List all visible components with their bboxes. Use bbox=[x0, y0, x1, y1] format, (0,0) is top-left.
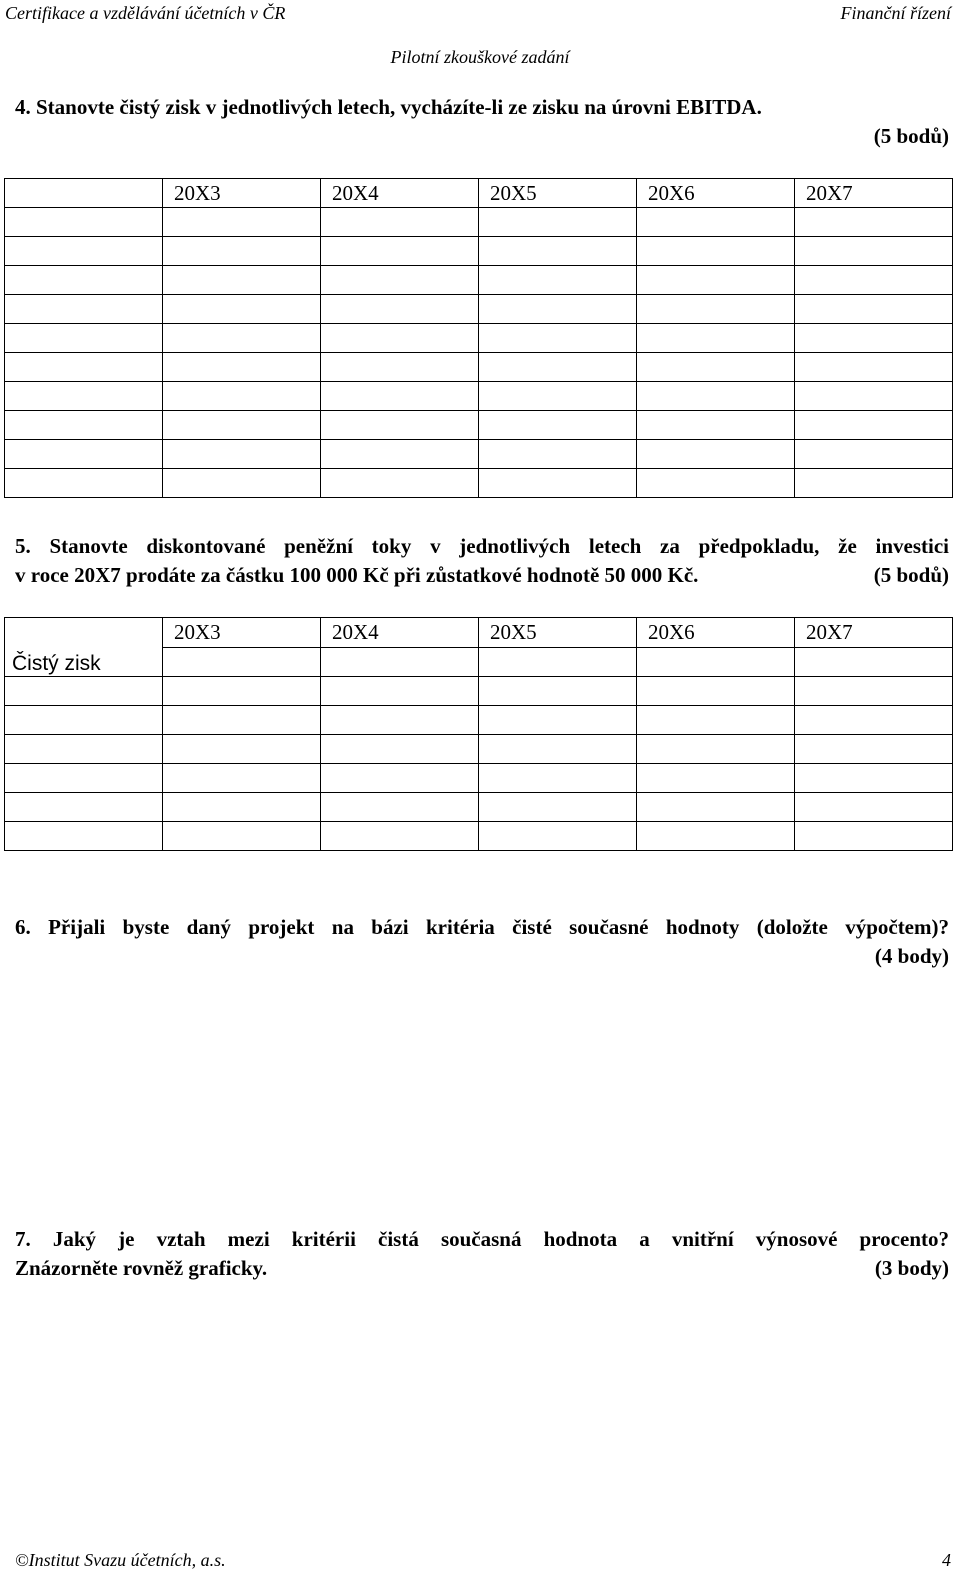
header-left: Certifikace a vzdělávání účetních v ČR bbox=[5, 3, 286, 23]
table-row bbox=[5, 295, 953, 324]
table-q5 bbox=[4, 617, 953, 851]
table-cell bbox=[479, 266, 637, 295]
year-label: 20X4 bbox=[332, 620, 379, 644]
table-q5-header-row bbox=[5, 618, 953, 648]
table-cell bbox=[163, 469, 321, 498]
table-cell bbox=[321, 677, 479, 706]
table-cell bbox=[163, 822, 321, 851]
table-cell bbox=[321, 647, 479, 677]
table-cell bbox=[637, 382, 795, 411]
table-cell bbox=[163, 677, 321, 706]
table-cell bbox=[163, 324, 321, 353]
table-cell bbox=[321, 735, 479, 764]
table-q4 bbox=[4, 178, 953, 498]
table-cell bbox=[321, 208, 479, 237]
table-cell bbox=[163, 208, 321, 237]
table-cell bbox=[795, 647, 953, 677]
question-7-line-2: Znázorněte rovněž graficky. bbox=[15, 1256, 268, 1280]
table-cell bbox=[795, 411, 953, 440]
table-cell bbox=[321, 764, 479, 793]
table-row bbox=[5, 353, 953, 382]
table-cell bbox=[637, 677, 795, 706]
table-cell bbox=[163, 179, 321, 208]
question-7-line-2-row bbox=[15, 1254, 949, 1283]
table-cell bbox=[321, 793, 479, 822]
table-cell bbox=[795, 677, 953, 706]
table-cell bbox=[637, 237, 795, 266]
table-cell bbox=[795, 822, 953, 851]
table-cell bbox=[321, 618, 479, 648]
table-cell bbox=[321, 440, 479, 469]
question-7-points: (3 body) bbox=[874, 1256, 949, 1280]
table-cell bbox=[479, 382, 637, 411]
table-cell bbox=[5, 266, 163, 295]
table-cell bbox=[321, 266, 479, 295]
table-cell bbox=[5, 440, 163, 469]
question-6-text: 6. Přijali byste daný projekt na bázi kritéria čisté současné hodnoty (doložte výpočtem)? bbox=[15, 915, 949, 939]
table-row bbox=[5, 822, 953, 851]
year-label: 20X7 bbox=[806, 620, 853, 644]
table-row bbox=[5, 266, 953, 295]
year-label: 20X4 bbox=[332, 181, 379, 205]
question-6 bbox=[15, 913, 949, 971]
table-cell bbox=[321, 179, 479, 208]
table-cell bbox=[163, 706, 321, 735]
table-cell bbox=[637, 295, 795, 324]
table-cell bbox=[795, 382, 953, 411]
table-row bbox=[5, 440, 953, 469]
table-cell bbox=[163, 440, 321, 469]
table-cell bbox=[5, 677, 163, 706]
table-cell bbox=[479, 411, 637, 440]
table-row bbox=[5, 677, 953, 706]
table-cell bbox=[321, 295, 479, 324]
table-cell bbox=[637, 735, 795, 764]
table-cell bbox=[321, 469, 479, 498]
table-cell bbox=[637, 179, 795, 208]
question-5-line-1: 5. Stanovte diskontované peněžní toky v jednotlivých letech za předpokladu, že investici bbox=[15, 534, 949, 558]
table-row bbox=[5, 764, 953, 793]
table-cell bbox=[795, 353, 953, 382]
table-cell bbox=[479, 179, 637, 208]
table-cell bbox=[479, 618, 637, 648]
table-cell bbox=[637, 353, 795, 382]
question-7 bbox=[15, 1225, 949, 1283]
table-cell bbox=[5, 324, 163, 353]
table-cell bbox=[479, 822, 637, 851]
table-cell bbox=[321, 382, 479, 411]
table-cell bbox=[5, 469, 163, 498]
question-4 bbox=[15, 93, 949, 151]
question-5-line-2: v roce 20X7 prodáte za částku 100 000 Kč při zůstatkové hodnotě 50 000 Kč. bbox=[15, 563, 699, 587]
table-cell bbox=[795, 618, 953, 648]
table-cell bbox=[795, 469, 953, 498]
table-cell bbox=[637, 324, 795, 353]
table-cell bbox=[321, 237, 479, 266]
table-cell bbox=[5, 237, 163, 266]
table-cell bbox=[795, 237, 953, 266]
table-cell bbox=[163, 295, 321, 324]
year-label: 20X3 bbox=[174, 181, 221, 205]
question-4-points: (5 bodů) bbox=[873, 124, 949, 148]
table-cell bbox=[479, 295, 637, 324]
table-cell bbox=[479, 353, 637, 382]
table-cell bbox=[5, 793, 163, 822]
question-4-text: 4. Stanovte čistý zisk v jednotlivých letech, vycházíte-li ze zisku na úrovni EBITDA. bbox=[15, 95, 762, 119]
table-cell bbox=[795, 179, 953, 208]
year-label: 20X7 bbox=[806, 181, 853, 205]
table-cell bbox=[321, 324, 479, 353]
table-cell bbox=[163, 735, 321, 764]
header-center: Pilotní zkouškové zadání bbox=[390, 47, 570, 67]
table-row bbox=[5, 324, 953, 353]
table-cell bbox=[637, 822, 795, 851]
table-cell bbox=[321, 706, 479, 735]
table-cell bbox=[479, 706, 637, 735]
row-label-net-profit: Čistý zisk bbox=[12, 652, 101, 675]
table-cell bbox=[321, 353, 479, 382]
table-cell bbox=[637, 647, 795, 677]
table-cell bbox=[163, 411, 321, 440]
table-cell bbox=[637, 706, 795, 735]
table-cell bbox=[637, 793, 795, 822]
table-cell bbox=[637, 618, 795, 648]
table-cell bbox=[637, 266, 795, 295]
table-cell bbox=[795, 208, 953, 237]
table-cell bbox=[479, 647, 637, 677]
table-cell bbox=[321, 411, 479, 440]
table-cell bbox=[479, 764, 637, 793]
table-cell bbox=[637, 440, 795, 469]
table-cell bbox=[163, 764, 321, 793]
table-cell bbox=[795, 706, 953, 735]
table-cell bbox=[5, 208, 163, 237]
table-cell bbox=[795, 793, 953, 822]
table-cell bbox=[795, 735, 953, 764]
table-row bbox=[5, 237, 953, 266]
table-cell bbox=[637, 411, 795, 440]
table-cell bbox=[795, 266, 953, 295]
table-row bbox=[5, 706, 953, 735]
table-row bbox=[5, 735, 953, 764]
table-cell bbox=[163, 647, 321, 677]
table-cell bbox=[163, 353, 321, 382]
footer-left: ©Institut Svazu účetních, a.s. bbox=[15, 1550, 226, 1570]
table-cell bbox=[163, 793, 321, 822]
header-right: Finanční řízení bbox=[840, 3, 951, 23]
table-cell bbox=[795, 295, 953, 324]
table-cell bbox=[5, 295, 163, 324]
question-5-points: (5 bodů) bbox=[873, 563, 949, 587]
table-cell bbox=[479, 237, 637, 266]
table-row bbox=[5, 382, 953, 411]
year-label: 20X6 bbox=[648, 620, 695, 644]
table-cell bbox=[163, 618, 321, 648]
footer-page-number: 4 bbox=[942, 1550, 951, 1570]
year-label: 20X5 bbox=[490, 620, 537, 644]
question-7-line-1: 7. Jaký je vztah mezi kritérii čistá současná hodnota a vnitřní výnosové procento? bbox=[15, 1227, 949, 1251]
table-cell bbox=[637, 208, 795, 237]
table-row bbox=[5, 793, 953, 822]
table-row bbox=[5, 469, 953, 498]
table-cell bbox=[5, 411, 163, 440]
table-cell bbox=[5, 353, 163, 382]
table-cell bbox=[479, 440, 637, 469]
table-cell bbox=[5, 382, 163, 411]
year-label: 20X6 bbox=[648, 181, 695, 205]
table-cell bbox=[5, 822, 163, 851]
question-6-points: (4 body) bbox=[874, 944, 949, 968]
table-q4-header-row bbox=[5, 179, 953, 208]
table-cell bbox=[163, 382, 321, 411]
table-cell bbox=[5, 735, 163, 764]
table-cell bbox=[5, 179, 163, 208]
table-cell bbox=[637, 469, 795, 498]
table-cell bbox=[479, 677, 637, 706]
question-5-line-2-row bbox=[15, 561, 949, 590]
table-cell bbox=[163, 237, 321, 266]
table-cell bbox=[479, 793, 637, 822]
table-cell bbox=[479, 324, 637, 353]
table-cell bbox=[479, 735, 637, 764]
table-cell bbox=[479, 469, 637, 498]
table-cell bbox=[479, 208, 637, 237]
table-cell bbox=[795, 440, 953, 469]
table-row bbox=[5, 411, 953, 440]
table-row bbox=[5, 208, 953, 237]
table-cell bbox=[795, 764, 953, 793]
table-cell bbox=[5, 706, 163, 735]
table-cell bbox=[637, 764, 795, 793]
table-cell bbox=[795, 324, 953, 353]
year-label: 20X3 bbox=[174, 620, 221, 644]
table-cell bbox=[5, 764, 163, 793]
table-cell bbox=[163, 266, 321, 295]
table-cell bbox=[321, 822, 479, 851]
question-5 bbox=[15, 532, 949, 590]
year-label: 20X5 bbox=[490, 181, 537, 205]
